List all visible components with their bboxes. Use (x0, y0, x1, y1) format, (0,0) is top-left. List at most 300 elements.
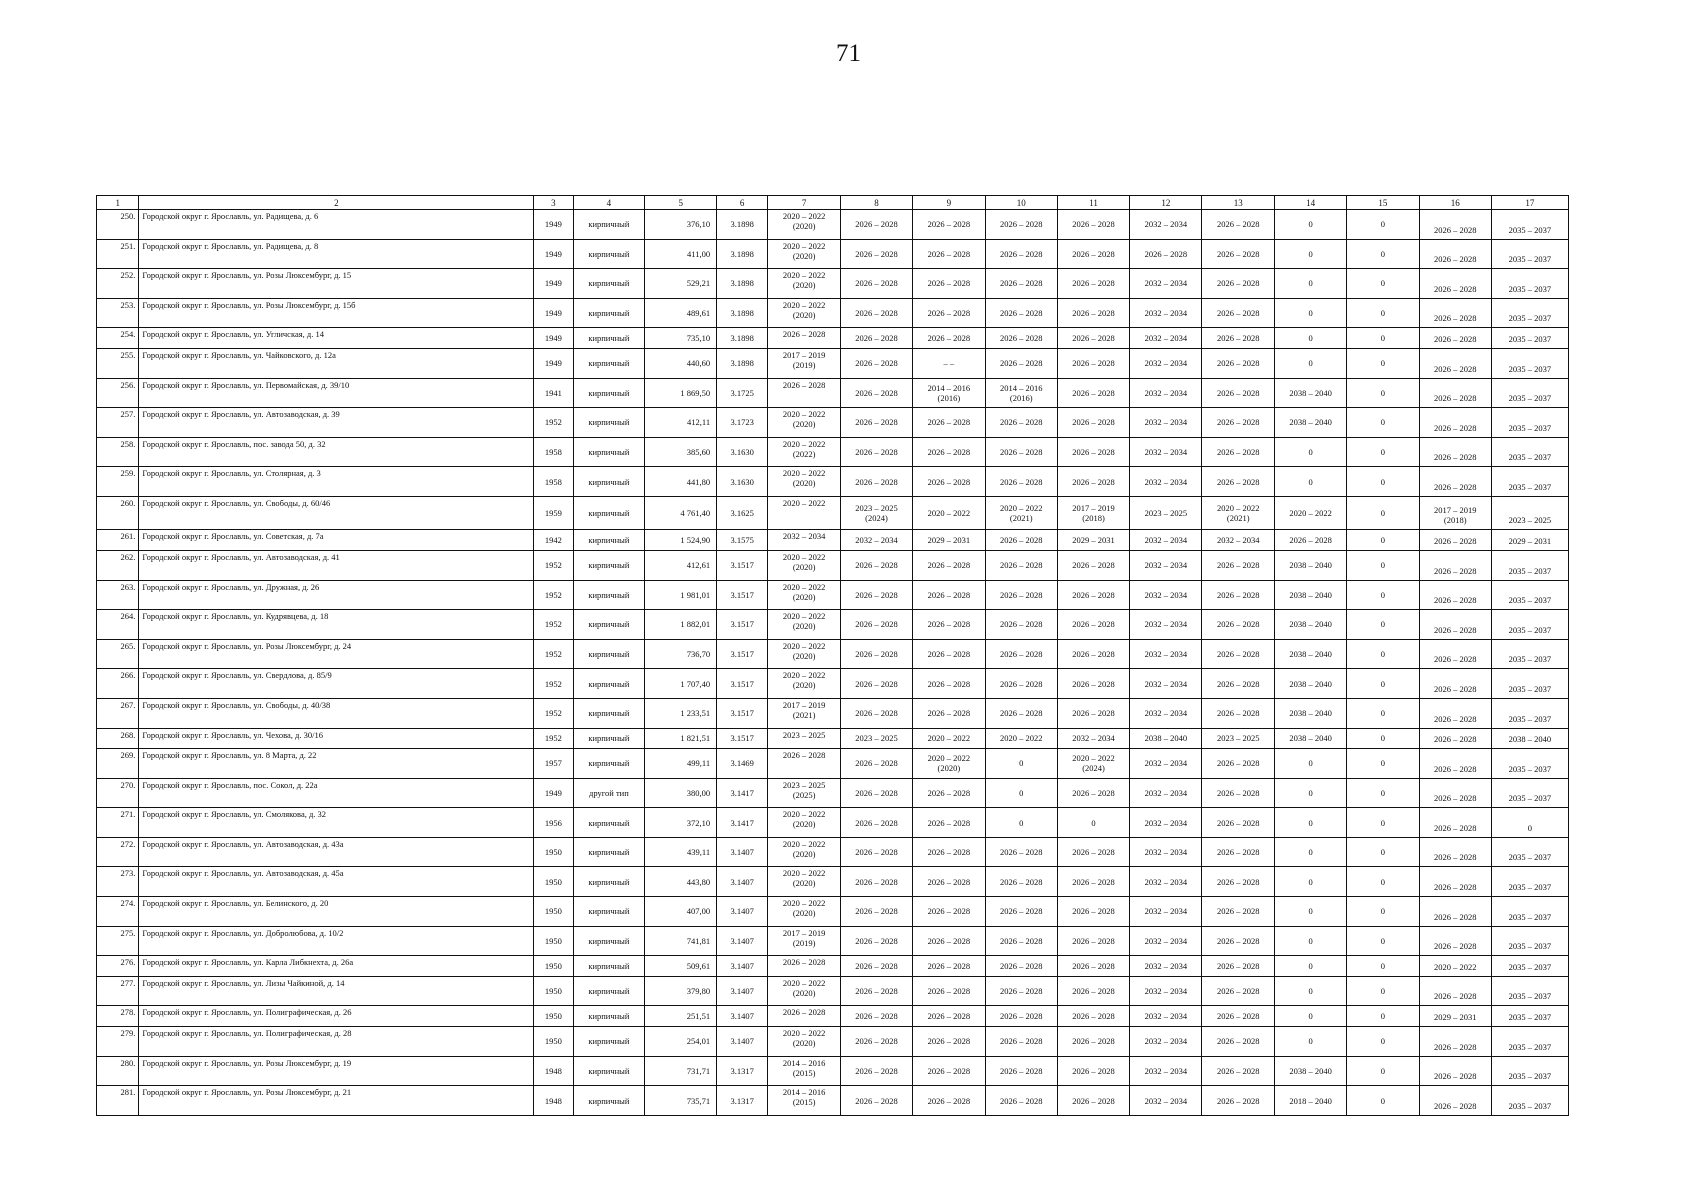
year-built-cell: 1949 (534, 298, 573, 328)
table-row (97, 496, 1569, 529)
period-col17-cell: 2035 – 2037 (1491, 348, 1568, 378)
period-col14-cell: 0 (1275, 749, 1347, 779)
code-cell: 3.1417 (717, 778, 768, 808)
period-col8-cell: 2026 – 2028 (841, 269, 913, 299)
code-cell: 3.1898 (717, 348, 768, 378)
address-cell: Городской округ г. Ярославль, ул. Столярная, д. 3 (139, 467, 534, 497)
period-col16-cell: 2026 – 2028 (1419, 328, 1491, 349)
period-col14-cell: 2038 – 2040 (1275, 580, 1347, 610)
row-number-cell: 271. (97, 808, 139, 838)
period-col17-cell: 2035 – 2037 (1491, 926, 1568, 956)
period-col8-cell: 2023 – 2025 (841, 728, 913, 749)
period-col11-cell: 2026 – 2028 (1057, 1086, 1130, 1116)
period-col8-cell: 2026 – 2028 (841, 298, 913, 328)
period-col15-cell: 0 (1346, 1027, 1419, 1057)
area-cell: 735,71 (645, 1086, 717, 1116)
period-col14-cell: 2038 – 2040 (1275, 728, 1347, 749)
address-cell: Городской округ г. Ярославль, ул. Карла Либкнехта, д. 26а (139, 956, 534, 977)
table-row (97, 1056, 1569, 1086)
row-number-cell: 280. (97, 1056, 139, 1086)
period-col16-cell: 2026 – 2028 (1419, 467, 1491, 497)
period-col11-cell: 2026 – 2028 (1057, 408, 1130, 438)
year-built-cell: 1948 (534, 1086, 573, 1116)
period-col15-cell: 0 (1346, 210, 1419, 240)
period-col8-cell: 2026 – 2028 (841, 378, 913, 408)
wall-material-cell: кирпичный (573, 1006, 645, 1027)
period-col10-cell: 2026 – 2028 (985, 328, 1057, 349)
period-col13-cell: 2026 – 2028 (1202, 467, 1275, 497)
period-col12-cell: 2023 – 2025 (1130, 496, 1202, 529)
year-built-cell: 1950 (534, 1006, 573, 1027)
period-col16-cell: 2026 – 2028 (1419, 639, 1491, 669)
period-col16-cell: 2026 – 2028 (1419, 580, 1491, 610)
year-built-cell: 1952 (534, 550, 573, 580)
period-col7-cell: 2014 – 2016 (2015) (768, 1086, 841, 1116)
area-cell: 443,80 (645, 867, 717, 897)
period-col15-cell: 0 (1346, 749, 1419, 779)
period-col16-cell: 2026 – 2028 (1419, 348, 1491, 378)
period-col7-cell: 2020 – 2022 (2022) (768, 437, 841, 467)
period-col8-cell: 2026 – 2028 (841, 698, 913, 728)
code-cell: 3.1517 (717, 728, 768, 749)
period-col15-cell: 0 (1346, 496, 1419, 529)
period-col10-cell: 2026 – 2028 (985, 610, 1057, 640)
period-col12-cell: 2032 – 2034 (1130, 580, 1202, 610)
period-col15-cell: 0 (1346, 897, 1419, 927)
period-col8-cell: 2026 – 2028 (841, 467, 913, 497)
table-row (97, 749, 1569, 779)
period-col14-cell: 0 (1275, 348, 1347, 378)
period-col9-cell: 2026 – 2028 (912, 867, 985, 897)
period-col11-cell: 2026 – 2028 (1057, 580, 1130, 610)
address-cell: Городской округ г. Ярославль, пос. Сокол, д. 22а (139, 778, 534, 808)
area-cell: 731,71 (645, 1056, 717, 1086)
column-number-cell: 14 (1275, 196, 1347, 210)
period-col14-cell: 2038 – 2040 (1275, 408, 1347, 438)
table-row (97, 897, 1569, 927)
period-col15-cell: 0 (1346, 867, 1419, 897)
period-col10-cell: 2014 – 2016 (2016) (985, 378, 1057, 408)
period-col15-cell: 0 (1346, 408, 1419, 438)
wall-material-cell: кирпичный (573, 897, 645, 927)
wall-material-cell: кирпичный (573, 408, 645, 438)
period-col7-cell: 2020 – 2022 (2020) (768, 550, 841, 580)
period-col16-cell: 2026 – 2028 (1419, 378, 1491, 408)
period-col12-cell: 2032 – 2034 (1130, 1056, 1202, 1086)
period-col14-cell: 2038 – 2040 (1275, 1056, 1347, 1086)
code-cell: 3.1517 (717, 550, 768, 580)
period-col17-cell: 2035 – 2037 (1491, 328, 1568, 349)
period-col7-cell: 2017 – 2019 (2019) (768, 926, 841, 956)
table-row (97, 580, 1569, 610)
period-col7-cell: 2026 – 2028 (768, 1006, 841, 1027)
code-cell: 3.1417 (717, 808, 768, 838)
period-col17-cell: 2035 – 2037 (1491, 210, 1568, 240)
period-col16-cell: 2029 – 2031 (1419, 1006, 1491, 1027)
table-row (97, 867, 1569, 897)
wall-material-cell: кирпичный (573, 956, 645, 977)
period-col13-cell: 2026 – 2028 (1202, 837, 1275, 867)
period-col14-cell: 0 (1275, 1027, 1347, 1057)
code-cell: 3.1317 (717, 1056, 768, 1086)
period-col9-cell: 2026 – 2028 (912, 210, 985, 240)
wall-material-cell: кирпичный (573, 378, 645, 408)
wall-material-cell: кирпичный (573, 837, 645, 867)
row-number-cell: 274. (97, 897, 139, 927)
column-number-cell: 5 (645, 196, 717, 210)
row-number-cell: 255. (97, 348, 139, 378)
period-col13-cell: 2026 – 2028 (1202, 550, 1275, 580)
area-cell: 741,81 (645, 926, 717, 956)
period-col16-cell: 2026 – 2028 (1419, 1027, 1491, 1057)
wall-material-cell: кирпичный (573, 239, 645, 269)
period-col8-cell: 2026 – 2028 (841, 550, 913, 580)
period-col13-cell: 2026 – 2028 (1202, 408, 1275, 438)
area-cell: 251,51 (645, 1006, 717, 1027)
period-col16-cell: 2026 – 2028 (1419, 1056, 1491, 1086)
address-cell: Городской округ г. Ярославль, ул. Лизы Чайкиной, д. 14 (139, 976, 534, 1006)
period-col17-cell: 2035 – 2037 (1491, 778, 1568, 808)
table-row (97, 669, 1569, 699)
year-built-cell: 1958 (534, 437, 573, 467)
period-col17-cell: 2035 – 2037 (1491, 467, 1568, 497)
period-col10-cell: 2026 – 2028 (985, 837, 1057, 867)
period-col7-cell: 2020 – 2022 (2020) (768, 837, 841, 867)
period-col13-cell: 2026 – 2028 (1202, 437, 1275, 467)
period-col17-cell: 2035 – 2037 (1491, 408, 1568, 438)
period-col9-cell: 2026 – 2028 (912, 1027, 985, 1057)
period-col14-cell: 2020 – 2022 (1275, 496, 1347, 529)
period-col11-cell: 2026 – 2028 (1057, 239, 1130, 269)
period-col13-cell: 2026 – 2028 (1202, 328, 1275, 349)
period-col16-cell: 2026 – 2028 (1419, 976, 1491, 1006)
period-col14-cell: 2018 – 2040 (1275, 1086, 1347, 1116)
period-col9-cell: 2026 – 2028 (912, 580, 985, 610)
table-row (97, 698, 1569, 728)
table-row (97, 610, 1569, 640)
period-col11-cell: 2026 – 2028 (1057, 639, 1130, 669)
period-col12-cell: 2032 – 2034 (1130, 1006, 1202, 1027)
row-number-cell: 268. (97, 728, 139, 749)
period-col13-cell: 2026 – 2028 (1202, 1086, 1275, 1116)
period-col16-cell: 2026 – 2028 (1419, 837, 1491, 867)
period-col7-cell: 2020 – 2022 (2020) (768, 1027, 841, 1057)
period-col13-cell: 2020 – 2022 (2021) (1202, 496, 1275, 529)
code-cell: 3.1469 (717, 749, 768, 779)
period-col13-cell: 2026 – 2028 (1202, 976, 1275, 1006)
period-col10-cell: 2026 – 2028 (985, 437, 1057, 467)
period-col9-cell: 2026 – 2028 (912, 669, 985, 699)
period-col8-cell: 2026 – 2028 (841, 580, 913, 610)
wall-material-cell: кирпичный (573, 467, 645, 497)
period-col8-cell: 2026 – 2028 (841, 1006, 913, 1027)
period-col9-cell: 2026 – 2028 (912, 610, 985, 640)
year-built-cell: 1949 (534, 269, 573, 299)
period-col13-cell: 2026 – 2028 (1202, 867, 1275, 897)
period-col8-cell: 2026 – 2028 (841, 749, 913, 779)
period-col10-cell: 2026 – 2028 (985, 348, 1057, 378)
period-col15-cell: 0 (1346, 467, 1419, 497)
address-cell: Городской округ г. Ярославль, ул. Дружная, д. 26 (139, 580, 534, 610)
wall-material-cell: кирпичный (573, 639, 645, 669)
wall-material-cell: кирпичный (573, 298, 645, 328)
period-col12-cell: 2032 – 2034 (1130, 808, 1202, 838)
period-col11-cell: 2026 – 2028 (1057, 778, 1130, 808)
code-cell: 3.1407 (717, 976, 768, 1006)
area-cell: 411,00 (645, 239, 717, 269)
period-col11-cell: 2026 – 2028 (1057, 348, 1130, 378)
wall-material-cell: кирпичный (573, 1056, 645, 1086)
column-number-cell: 15 (1346, 196, 1419, 210)
period-col13-cell: 2026 – 2028 (1202, 897, 1275, 927)
period-col9-cell: 2026 – 2028 (912, 269, 985, 299)
year-built-cell: 1950 (534, 837, 573, 867)
column-number-cell: 2 (139, 196, 534, 210)
period-col17-cell: 2035 – 2037 (1491, 976, 1568, 1006)
table-row (97, 728, 1569, 749)
area-cell: 4 761,40 (645, 496, 717, 529)
period-col11-cell: 2026 – 2028 (1057, 956, 1130, 977)
period-col15-cell: 0 (1346, 669, 1419, 699)
period-col11-cell: 2026 – 2028 (1057, 1056, 1130, 1086)
period-col7-cell: 2020 – 2022 (2020) (768, 580, 841, 610)
period-col14-cell: 2038 – 2040 (1275, 698, 1347, 728)
period-col17-cell: 2035 – 2037 (1491, 956, 1568, 977)
code-cell: 3.1407 (717, 1027, 768, 1057)
row-number-cell: 250. (97, 210, 139, 240)
period-col11-cell: 2026 – 2028 (1057, 1027, 1130, 1057)
column-number-cell: 17 (1491, 196, 1568, 210)
period-col13-cell: 2026 – 2028 (1202, 210, 1275, 240)
table-row (97, 1027, 1569, 1057)
period-col16-cell: 2026 – 2028 (1419, 210, 1491, 240)
period-col15-cell: 0 (1346, 926, 1419, 956)
period-col8-cell: 2026 – 2028 (841, 1086, 913, 1116)
code-cell: 3.1898 (717, 298, 768, 328)
period-col12-cell: 2032 – 2034 (1130, 778, 1202, 808)
period-col8-cell: 2026 – 2028 (841, 239, 913, 269)
code-cell: 3.1898 (717, 210, 768, 240)
period-col16-cell: 2026 – 2028 (1419, 749, 1491, 779)
period-col16-cell: 2026 – 2028 (1419, 698, 1491, 728)
period-col12-cell: 2026 – 2028 (1130, 239, 1202, 269)
period-col13-cell: 2026 – 2028 (1202, 298, 1275, 328)
period-col17-cell: 2035 – 2037 (1491, 580, 1568, 610)
code-cell: 3.1898 (717, 239, 768, 269)
code-cell: 3.1407 (717, 837, 768, 867)
period-col10-cell: 2026 – 2028 (985, 550, 1057, 580)
year-built-cell: 1949 (534, 778, 573, 808)
period-col17-cell: 2038 – 2040 (1491, 728, 1568, 749)
period-col17-cell: 2035 – 2037 (1491, 867, 1568, 897)
wall-material-cell: кирпичный (573, 328, 645, 349)
period-col15-cell: 0 (1346, 728, 1419, 749)
area-cell: 380,00 (645, 778, 717, 808)
address-cell: Городской округ г. Ярославль, ул. Чайковского, д. 12а (139, 348, 534, 378)
address-cell: Городской округ г. Ярославль, ул. Радищева, д. 6 (139, 210, 534, 240)
period-col7-cell: 2014 – 2016 (2015) (768, 1056, 841, 1086)
period-col9-cell: 2026 – 2028 (912, 298, 985, 328)
period-col11-cell: 2026 – 2028 (1057, 926, 1130, 956)
period-col11-cell: 2026 – 2028 (1057, 378, 1130, 408)
period-col11-cell: 2026 – 2028 (1057, 1006, 1130, 1027)
period-col17-cell: 2035 – 2037 (1491, 698, 1568, 728)
period-col8-cell: 2026 – 2028 (841, 669, 913, 699)
year-built-cell: 1952 (534, 698, 573, 728)
area-cell: 1 882,01 (645, 610, 717, 640)
year-built-cell: 1950 (534, 897, 573, 927)
address-cell: Городской округ г. Ярославль, пос. завода 50, д. 32 (139, 437, 534, 467)
period-col11-cell: 2026 – 2028 (1057, 328, 1130, 349)
address-cell: Городской округ г. Ярославль, ул. 8 Марта, д. 22 (139, 749, 534, 779)
area-cell: 407,00 (645, 897, 717, 927)
table-row (97, 926, 1569, 956)
table-row (97, 530, 1569, 551)
period-col17-cell: 2035 – 2037 (1491, 1086, 1568, 1116)
period-col7-cell: 2020 – 2022 (2020) (768, 467, 841, 497)
period-col10-cell: 0 (985, 749, 1057, 779)
period-col13-cell: 2026 – 2028 (1202, 610, 1275, 640)
period-col14-cell: 2038 – 2040 (1275, 610, 1347, 640)
address-cell: Городской округ г. Ярославль, ул. Добролюбова, д. 10/2 (139, 926, 534, 956)
area-cell: 1 524,90 (645, 530, 717, 551)
period-col9-cell: – – (912, 348, 985, 378)
code-cell: 3.1517 (717, 580, 768, 610)
wall-material-cell: кирпичный (573, 348, 645, 378)
column-number-cell: 8 (841, 196, 913, 210)
year-built-cell: 1949 (534, 348, 573, 378)
year-built-cell: 1952 (534, 669, 573, 699)
year-built-cell: 1942 (534, 530, 573, 551)
period-col15-cell: 0 (1346, 378, 1419, 408)
row-number-cell: 278. (97, 1006, 139, 1027)
year-built-cell: 1952 (534, 639, 573, 669)
period-col7-cell: 2020 – 2022 (768, 496, 841, 529)
period-col15-cell: 0 (1346, 639, 1419, 669)
period-col13-cell: 2026 – 2028 (1202, 926, 1275, 956)
year-built-cell: 1952 (534, 408, 573, 438)
period-col9-cell: 2026 – 2028 (912, 698, 985, 728)
period-col14-cell: 0 (1275, 239, 1347, 269)
address-cell: Городской округ г. Ярославль, ул. Свердлова, д. 85/9 (139, 669, 534, 699)
period-col17-cell: 2035 – 2037 (1491, 897, 1568, 927)
area-cell: 440,60 (645, 348, 717, 378)
period-col8-cell: 2026 – 2028 (841, 1027, 913, 1057)
year-built-cell: 1949 (534, 210, 573, 240)
period-col9-cell: 2026 – 2028 (912, 639, 985, 669)
area-cell: 489,61 (645, 298, 717, 328)
period-col16-cell: 2026 – 2028 (1419, 669, 1491, 699)
period-col12-cell: 2032 – 2034 (1130, 669, 1202, 699)
area-cell: 509,61 (645, 956, 717, 977)
period-col12-cell: 2032 – 2034 (1130, 956, 1202, 977)
period-col9-cell: 2020 – 2022 (2020) (912, 749, 985, 779)
area-cell: 441,80 (645, 467, 717, 497)
period-col17-cell: 2035 – 2037 (1491, 749, 1568, 779)
column-number-cell: 10 (985, 196, 1057, 210)
period-col11-cell: 2026 – 2028 (1057, 550, 1130, 580)
period-col7-cell: 2020 – 2022 (2020) (768, 210, 841, 240)
row-number-cell: 279. (97, 1027, 139, 1057)
period-col7-cell: 2017 – 2019 (2021) (768, 698, 841, 728)
address-cell: Городской округ г. Ярославль, ул. Автозаводская, д. 45а (139, 867, 534, 897)
period-col17-cell: 2035 – 2037 (1491, 669, 1568, 699)
row-number-cell: 270. (97, 778, 139, 808)
period-col17-cell: 2035 – 2037 (1491, 378, 1568, 408)
period-col10-cell: 2026 – 2028 (985, 867, 1057, 897)
period-col15-cell: 0 (1346, 269, 1419, 299)
address-cell: Городской округ г. Ярославль, ул. Розы Люксембург, д. 24 (139, 639, 534, 669)
wall-material-cell: кирпичный (573, 269, 645, 299)
wall-material-cell: кирпичный (573, 1027, 645, 1057)
period-col15-cell: 0 (1346, 1006, 1419, 1027)
row-number-cell: 260. (97, 496, 139, 529)
period-col11-cell: 2026 – 2028 (1057, 837, 1130, 867)
period-col8-cell: 2032 – 2034 (841, 530, 913, 551)
period-col7-cell: 2026 – 2028 (768, 328, 841, 349)
code-cell: 3.1725 (717, 378, 768, 408)
period-col9-cell: 2026 – 2028 (912, 1006, 985, 1027)
area-cell: 1 707,40 (645, 669, 717, 699)
period-col16-cell: 2017 – 2019 (2018) (1419, 496, 1491, 529)
period-col9-cell: 2026 – 2028 (912, 778, 985, 808)
period-col10-cell: 2026 – 2028 (985, 956, 1057, 977)
table-row (97, 778, 1569, 808)
period-col14-cell: 0 (1275, 956, 1347, 977)
row-number-cell: 272. (97, 837, 139, 867)
period-col10-cell: 0 (985, 778, 1057, 808)
period-col7-cell: 2020 – 2022 (2020) (768, 298, 841, 328)
period-col17-cell: 2035 – 2037 (1491, 639, 1568, 669)
period-col13-cell: 2023 – 2025 (1202, 728, 1275, 749)
period-col15-cell: 0 (1346, 348, 1419, 378)
period-col8-cell: 2026 – 2028 (841, 867, 913, 897)
period-col16-cell: 2026 – 2028 (1419, 437, 1491, 467)
period-col10-cell: 2026 – 2028 (985, 1086, 1057, 1116)
period-col16-cell: 2026 – 2028 (1419, 408, 1491, 438)
period-col17-cell: 2035 – 2037 (1491, 1006, 1568, 1027)
code-cell: 3.1723 (717, 408, 768, 438)
period-col14-cell: 2038 – 2040 (1275, 378, 1347, 408)
period-col12-cell: 2032 – 2034 (1130, 926, 1202, 956)
period-col7-cell: 2020 – 2022 (2020) (768, 867, 841, 897)
period-col14-cell: 0 (1275, 808, 1347, 838)
code-cell: 3.1517 (717, 669, 768, 699)
row-number-cell: 258. (97, 437, 139, 467)
column-number-header-row (97, 196, 1569, 210)
period-col7-cell: 2023 – 2025 (768, 728, 841, 749)
period-col10-cell: 2026 – 2028 (985, 298, 1057, 328)
period-col12-cell: 2032 – 2034 (1130, 639, 1202, 669)
period-col14-cell: 2026 – 2028 (1275, 530, 1347, 551)
period-col14-cell: 0 (1275, 467, 1347, 497)
area-cell: 499,11 (645, 749, 717, 779)
period-col14-cell: 0 (1275, 778, 1347, 808)
period-col15-cell: 0 (1346, 437, 1419, 467)
period-col11-cell: 2026 – 2028 (1057, 976, 1130, 1006)
table-row (97, 808, 1569, 838)
table-row (97, 269, 1569, 299)
period-col7-cell: 2020 – 2022 (2020) (768, 408, 841, 438)
code-cell: 3.1517 (717, 610, 768, 640)
year-built-cell: 1952 (534, 728, 573, 749)
period-col14-cell: 0 (1275, 867, 1347, 897)
year-built-cell: 1949 (534, 239, 573, 269)
code-cell: 3.1317 (717, 1086, 768, 1116)
period-col15-cell: 0 (1346, 778, 1419, 808)
period-col12-cell: 2032 – 2034 (1130, 378, 1202, 408)
period-col10-cell: 2026 – 2028 (985, 467, 1057, 497)
